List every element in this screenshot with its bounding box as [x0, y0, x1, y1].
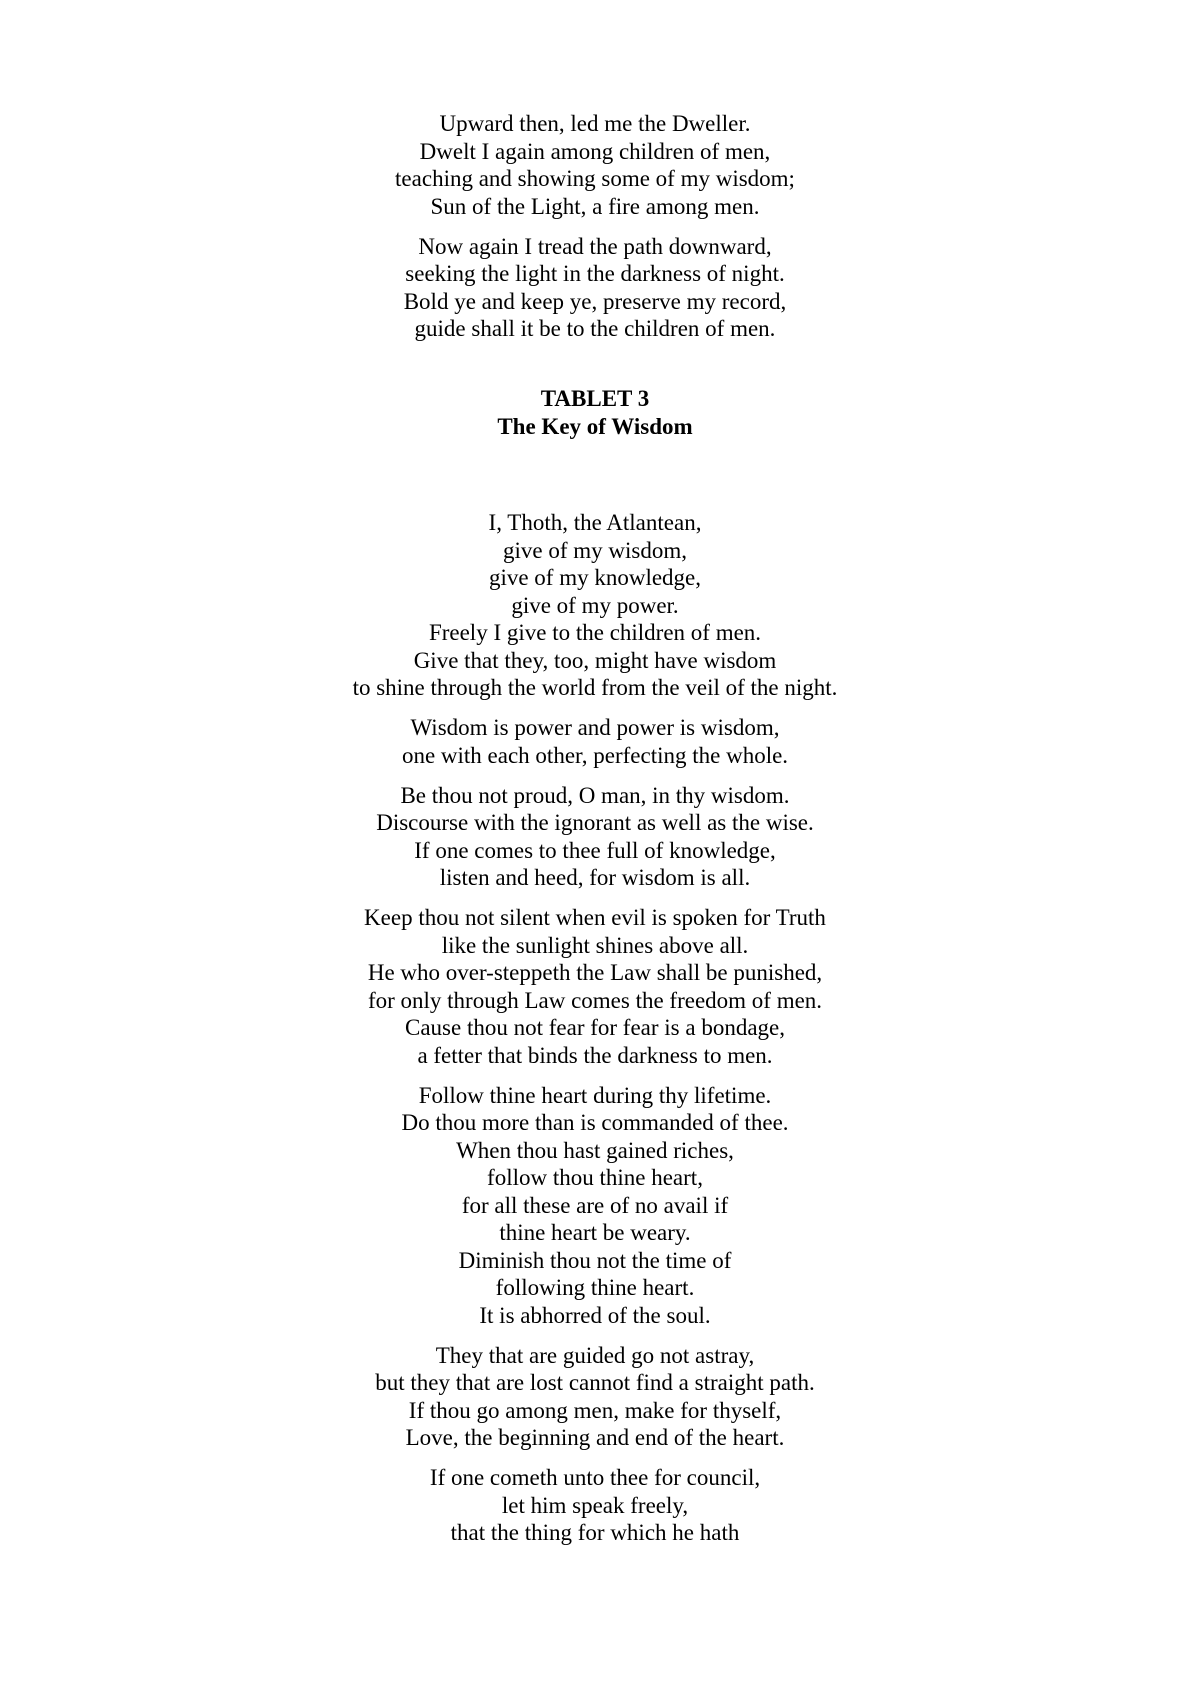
verse-line: Now again I tread the path downward, [418, 233, 772, 259]
tablet-heading [0, 385, 1190, 440]
verse-line: teaching and showing some of my wisdom; [395, 166, 795, 191]
stanza [0, 1342, 1190, 1452]
verse-line: one with each other, perfecting the whole. [401, 742, 789, 768]
stanza [0, 782, 1190, 892]
verse-line: Do thou more than is commanded of thee. [401, 1110, 789, 1135]
verse-line: Keep thou not silent when evil is spoken for Truth [364, 905, 826, 930]
verse-line: Freely I give to the children of men. [428, 620, 762, 645]
tablet-title: The Key of Wisdom [497, 413, 693, 439]
verse-line: like the sunlight shines above all. [441, 932, 749, 958]
verse-line: a fetter that binds the darkness to men. [417, 1042, 773, 1068]
stanza [0, 1464, 1190, 1547]
verse-line: Diminish thou not the time of [458, 1247, 732, 1273]
closing-stanzas-tablet-2 [0, 110, 1190, 355]
verse-line: He who over-steppeth the Law shall be punished, [367, 960, 823, 985]
verse-line: Upward then, led me the Dweller. [439, 111, 751, 136]
stanza [0, 714, 1190, 769]
tablet-number: TABLET 3 [540, 386, 650, 411]
verse-line: but they that are lost cannot find a straight path. [375, 1370, 815, 1395]
tablet-3-body [0, 509, 1190, 1559]
verse-line: Follow thine heart during thy lifetime. [418, 1082, 772, 1108]
verse-line: for all these are of no avail if [461, 1192, 729, 1218]
verse-line: Discourse with the ignorant as well as the wise. [376, 810, 814, 835]
verse-line: seeking the light in the darkness of night. [405, 261, 785, 286]
verse-line: If one cometh unto thee for council, [429, 1465, 761, 1490]
verse-line: Be thou not proud, O man, in thy wisdom. [400, 782, 790, 808]
verse-line: Give that they, too, might have wisdom [413, 647, 777, 673]
verse-line: Sun of the Light, a fire among men. [430, 193, 760, 219]
verse-line: let him speak freely, [501, 1492, 689, 1518]
verse-line: They that are guided go not astray, [435, 1342, 755, 1368]
verse-line: Wisdom is power and power is wisdom, [410, 715, 780, 740]
verse-line: follow thou thine heart, [487, 1165, 703, 1190]
verse-line: If thou go among men, make for thyself, [408, 1397, 782, 1423]
verse-line: for only through Law comes the freedom of men. [367, 987, 823, 1013]
verse-line: thine heart be weary. [499, 1220, 691, 1245]
verse-line: listen and heed, for wisdom is all. [439, 865, 751, 890]
verse-line: Love, the beginning and end of the heart. [405, 1425, 785, 1450]
verse-line: that the thing for which he hath [450, 1520, 740, 1545]
verse-line: Bold ye and keep ye, preserve my record, [403, 288, 787, 314]
verse-line: I, Thoth, the Atlantean, [488, 510, 702, 535]
verse-line: to shine through the world from the veil of the night. [352, 675, 838, 700]
stanza [0, 1082, 1190, 1330]
verse-line: give of my wisdom, [503, 537, 687, 563]
verse-line: give of my knowledge, [488, 565, 702, 590]
stanza [0, 509, 1190, 702]
stanza [0, 233, 1190, 343]
verse-line: If one comes to thee full of knowledge, [414, 837, 776, 863]
verse-line: When thou hast gained riches, [456, 1137, 734, 1163]
verse-line: It is abhorred of the soul. [479, 1302, 711, 1328]
stanza [0, 110, 1190, 220]
verse-line: give of my power. [511, 592, 679, 618]
verse-line: following thine heart. [495, 1275, 695, 1300]
verse-line: Dwelt I again among children of men, [419, 138, 771, 164]
verse-line: guide shall it be to the children of men. [414, 316, 776, 341]
verse-line: Cause thou not fear for fear is a bondage, [405, 1015, 785, 1040]
stanza [0, 904, 1190, 1069]
